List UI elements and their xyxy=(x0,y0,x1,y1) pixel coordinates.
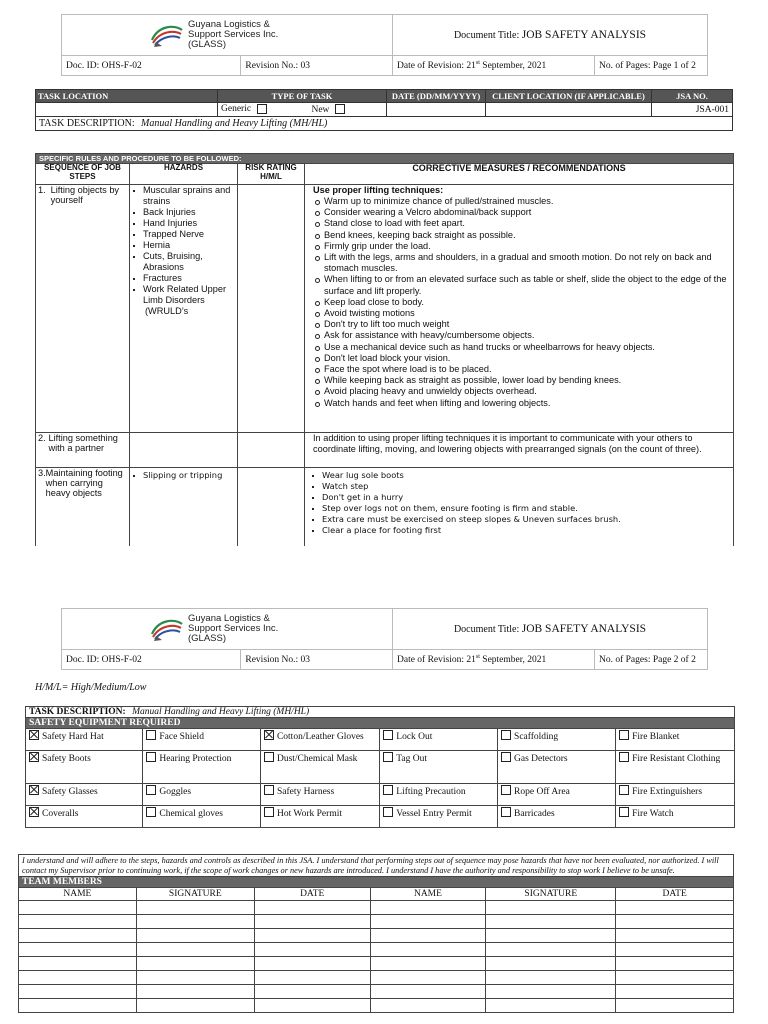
team-cell[interactable] xyxy=(19,985,137,999)
equipment-checkbox[interactable] xyxy=(29,785,39,795)
equipment-item xyxy=(498,784,616,806)
date-of-revision: Date of Revision: 21st September, 2021 xyxy=(393,56,595,76)
team-cell[interactable] xyxy=(254,957,370,971)
document-title-label: Document Title: xyxy=(453,624,520,635)
team-cell[interactable] xyxy=(136,985,254,999)
equipment-checkbox[interactable] xyxy=(29,752,39,762)
team-cell[interactable] xyxy=(370,999,486,1013)
measures-list xyxy=(307,468,731,536)
equipment-label: Rope Off Area xyxy=(514,787,570,797)
team-cell[interactable] xyxy=(136,943,254,957)
equipment-item xyxy=(616,784,735,806)
equipment-row xyxy=(26,729,735,751)
team-cell[interactable] xyxy=(486,929,616,943)
step-1-cell: 1. Lifting objects by yourself xyxy=(36,185,130,433)
glass-logo-icon xyxy=(150,22,184,48)
col-jsa-no: JSA NO. xyxy=(652,90,733,103)
equipment-grid xyxy=(26,729,735,828)
company-logo xyxy=(66,614,388,644)
team-cell[interactable] xyxy=(486,915,616,929)
team-cell[interactable] xyxy=(19,943,137,957)
team-cell[interactable] xyxy=(370,901,486,915)
revision-no: Revision No.: 03 xyxy=(241,650,393,670)
doc-id: Doc. ID: OHS-F-02 xyxy=(62,650,241,670)
col-client-location: CLIENT LOCATION (IF APPLICABLE) xyxy=(486,90,652,103)
step-3-risk[interactable] xyxy=(238,468,305,546)
equipment-label: Barricades xyxy=(514,809,555,819)
team-cell[interactable] xyxy=(136,901,254,915)
hml-legend: H/M/L= High/Medium/Low xyxy=(35,682,147,693)
col-sequence: SEQUENCE OF JOB STEPS xyxy=(36,164,130,185)
team-col-name: NAME xyxy=(19,888,137,901)
equipment-checkbox[interactable] xyxy=(383,752,393,762)
step-3-hazards xyxy=(130,468,238,546)
new-checkbox[interactable] xyxy=(335,104,345,114)
company-name-line2: Support Services Inc. xyxy=(188,29,279,40)
document-title-label: Document Title: xyxy=(453,30,520,41)
equipment-checkbox[interactable] xyxy=(383,730,393,740)
team-cell[interactable] xyxy=(486,999,616,1013)
page-count: No. of Pages: Page 2 of 2 xyxy=(595,650,708,670)
team-col-date: DATE xyxy=(616,888,734,901)
table-row xyxy=(36,433,734,468)
equipment-item xyxy=(26,729,143,751)
step-2-risk[interactable] xyxy=(238,433,305,468)
table-row xyxy=(36,185,734,433)
task-location-value[interactable] xyxy=(36,103,218,117)
equipment-label: Safety Glasses xyxy=(42,787,98,797)
equipment-item xyxy=(26,806,143,828)
team-rows xyxy=(19,901,734,1013)
measure-item: Don't let load block your vision. xyxy=(313,353,729,364)
team-cell[interactable] xyxy=(616,985,734,999)
step-3-measures xyxy=(305,468,734,546)
team-row xyxy=(19,929,734,943)
equipment-checkbox[interactable] xyxy=(501,730,511,740)
measure-item: Extra care must be exercised on steep slopes & Uneven surfaces brush. xyxy=(311,514,731,525)
equipment-checkbox[interactable] xyxy=(146,807,156,817)
team-cell[interactable] xyxy=(486,957,616,971)
task-description-label: TASK DESCRIPTION: xyxy=(29,707,126,717)
hazard-list xyxy=(132,468,235,481)
team-cell[interactable] xyxy=(370,985,486,999)
equipment-label: Fire Blanket xyxy=(632,732,680,742)
equipment-label: Fire Watch xyxy=(632,809,674,819)
equipment-label: Cotton/Leather Gloves xyxy=(276,732,364,742)
team-members-table xyxy=(18,854,734,1013)
team-cell[interactable] xyxy=(19,999,137,1013)
equipment-checkbox[interactable] xyxy=(29,807,39,817)
team-cell[interactable] xyxy=(486,971,616,985)
equipment-checkbox[interactable] xyxy=(619,752,629,762)
step-2-measures: In addition to using proper lifting techniques it is important to communicate with your others to coordinate lifting, moving, and lowering objects with prearranged signals (on the count of three). xyxy=(305,433,734,468)
col-hazards: HAZARDS xyxy=(130,164,238,185)
equipment-row xyxy=(26,806,735,828)
equipment-label: Dust/Chemical Mask xyxy=(276,754,358,764)
team-row xyxy=(19,901,734,915)
measure-item: While keeping back as straight as possible, lower load by bending knees. xyxy=(313,375,729,386)
equipment-item xyxy=(143,729,261,751)
document-title-cell xyxy=(393,15,708,56)
team-col-signature: SIGNATURE xyxy=(136,888,254,901)
team-cell[interactable] xyxy=(19,957,137,971)
table-row xyxy=(36,468,734,546)
equipment-checkbox[interactable] xyxy=(264,785,274,795)
company-name-line1: Guyana Logistics & xyxy=(188,613,270,624)
task-description-row xyxy=(36,117,733,131)
company-name-line3: (GLASS) xyxy=(188,39,227,50)
safety-equipment-band: SAFETY EQUIPMENT REQUIRED xyxy=(26,718,735,729)
equipment-label: Hearing Protection xyxy=(159,754,232,764)
specific-rules-band: SPECIFIC RULES AND PROCEDURE TO BE FOLLOWED: xyxy=(36,154,734,164)
team-cell[interactable] xyxy=(370,929,486,943)
company-logo-cell xyxy=(62,15,393,56)
team-cell[interactable] xyxy=(136,915,254,929)
team-col-date: DATE xyxy=(254,888,370,901)
hazard-item: Hand Injuries xyxy=(132,218,235,229)
team-cell[interactable] xyxy=(19,971,137,985)
col-corrective-measures: CORRECTIVE MEASURES / RECOMMENDATIONS xyxy=(305,164,734,185)
team-cell[interactable] xyxy=(370,943,486,957)
equipment-checkbox[interactable] xyxy=(501,807,511,817)
equipment-checkbox[interactable] xyxy=(619,807,629,817)
equipment-item xyxy=(498,751,616,784)
hazard-item: Cuts, Bruising, Abrasions xyxy=(132,251,235,273)
measure-item: Lift with the legs, arms and shoulders, in a gradual and smooth motion. Do not rely on back and stomach muscles. xyxy=(313,252,729,274)
team-cell[interactable] xyxy=(486,985,616,999)
hazard-item: Fractures xyxy=(132,273,235,284)
equipment-checkbox[interactable] xyxy=(619,730,629,740)
measure-item: Clear a place for footing first xyxy=(311,525,731,536)
task-description-row xyxy=(26,707,735,718)
equipment-label: Coveralls xyxy=(42,809,79,819)
equipment-item xyxy=(498,729,616,751)
equipment-label: Safety Boots xyxy=(42,754,91,764)
team-header-row xyxy=(19,888,734,901)
col-task-location: TASK LOCATION xyxy=(36,90,218,103)
measure-item: Consider wearing a Velcro abdominal/back support xyxy=(313,207,729,218)
team-row xyxy=(19,957,734,971)
new-label: New xyxy=(311,104,330,115)
team-cell[interactable] xyxy=(616,929,734,943)
measure-item: Wear lug sole boots xyxy=(311,470,731,481)
measure-item: When lifting to or from an elevated surface such as table or shelf, slide the object to the edge of the surface and lift properly. xyxy=(313,274,729,296)
measure-item: Firmly grip under the load. xyxy=(313,241,729,252)
step-2-cell: 2. Lifting something with a partner xyxy=(36,433,130,468)
equipment-checkbox[interactable] xyxy=(146,752,156,762)
date-of-revision: Date of Revision: 21st September, 2021 xyxy=(393,650,595,670)
hazard-item: Work Related Upper Limb Disorders xyxy=(132,284,235,306)
equipment-item xyxy=(260,806,379,828)
step-2-hazards xyxy=(130,433,238,468)
equipment-checkbox[interactable] xyxy=(501,752,511,762)
step-1-risk[interactable] xyxy=(238,185,305,433)
equipment-label: Scaffolding xyxy=(514,732,559,742)
company-name-line3: (GLASS) xyxy=(188,633,227,644)
equipment-checkbox[interactable] xyxy=(264,807,274,817)
equipment-item xyxy=(616,729,735,751)
equipment-item xyxy=(616,751,735,784)
team-cell[interactable] xyxy=(19,901,137,915)
team-cell[interactable] xyxy=(616,971,734,985)
team-row xyxy=(19,985,734,999)
equipment-item xyxy=(380,784,498,806)
equipment-checkbox[interactable] xyxy=(383,785,393,795)
equipment-item xyxy=(380,806,498,828)
step-1-hazards xyxy=(130,185,238,433)
measures-list xyxy=(307,196,731,409)
team-row xyxy=(19,915,734,929)
team-col-name: NAME xyxy=(370,888,486,901)
type-of-task-options xyxy=(218,103,387,117)
generic-label: Generic xyxy=(221,104,252,115)
jsa-steps-table xyxy=(35,153,734,546)
hazard-item: Back Injuries xyxy=(132,207,235,218)
measure-item: Watch hands and feet when lifting and lowering objects. xyxy=(313,398,729,409)
company-name-line2: Support Services Inc. xyxy=(188,623,279,634)
page2-header xyxy=(61,608,708,670)
equipment-label: Lifting Precaution xyxy=(396,787,466,797)
team-cell[interactable] xyxy=(136,957,254,971)
team-cell[interactable] xyxy=(136,999,254,1013)
team-col-signature: SIGNATURE xyxy=(486,888,616,901)
equipment-checkbox[interactable] xyxy=(264,730,274,740)
equipment-item xyxy=(380,729,498,751)
team-cell[interactable] xyxy=(254,999,370,1013)
measure-item: Stand close to load with feet apart. xyxy=(313,218,729,229)
equipment-item xyxy=(498,806,616,828)
company-logo-cell xyxy=(62,609,393,650)
measure-item: Ask for assistance with heavy/cumbersome objects. xyxy=(313,330,729,341)
hazard-tail: (WRULD’s xyxy=(145,306,189,316)
task-description-value: Manual Handling and Heavy Lifting (MH/HL) xyxy=(140,118,328,129)
page-count: No. of Pages: Page 1 of 2 xyxy=(595,56,708,76)
measure-item: Warm up to minimize chance of pulled/strained muscles. xyxy=(313,196,729,207)
equipment-label: Fire Extinguishers xyxy=(632,787,703,797)
col-risk-rating: RISK RATING H/M/L xyxy=(238,164,305,185)
equipment-item xyxy=(260,751,379,784)
equipment-checkbox[interactable] xyxy=(264,752,274,762)
equipment-row xyxy=(26,751,735,784)
measure-item: Keep load close to body. xyxy=(313,297,729,308)
equipment-label: Gas Detectors xyxy=(514,754,568,764)
measure-item: Use a mechanical device such as hand trucks or wheelbarrows for heavy objects. xyxy=(313,342,729,353)
col-type-of-task: TYPE OF TASK xyxy=(218,90,387,103)
equipment-label: Safety Hard Hat xyxy=(42,732,104,742)
equipment-checkbox[interactable] xyxy=(619,785,629,795)
equipment-label: Safety Harness xyxy=(276,787,335,797)
safety-equipment-table xyxy=(25,706,735,828)
step-3-cell: 3. Maintaining footing when carrying heavy objects xyxy=(36,468,130,546)
equipment-label: Tag Out xyxy=(396,754,428,764)
task-location-table xyxy=(35,89,733,131)
equipment-checkbox[interactable] xyxy=(146,730,156,740)
measure-item: Avoid twisting motions xyxy=(313,308,729,319)
hazard-item: Hernia xyxy=(132,240,235,251)
col-date: DATE (DD/MM/YYYY) xyxy=(387,90,486,103)
hazard-item: Trapped Nerve xyxy=(132,229,235,240)
date-value[interactable] xyxy=(387,103,486,117)
equipment-checkbox[interactable] xyxy=(29,730,39,740)
equipment-checkbox[interactable] xyxy=(501,785,511,795)
equipment-checkbox[interactable] xyxy=(383,807,393,817)
team-cell[interactable] xyxy=(254,971,370,985)
equipment-item xyxy=(26,784,143,806)
equipment-checkbox[interactable] xyxy=(146,785,156,795)
team-cell[interactable] xyxy=(254,929,370,943)
team-cell[interactable] xyxy=(136,971,254,985)
measure-item: Don't get in a hurry xyxy=(311,492,731,503)
task-description-value: Manual Handling and Heavy Lifting (MH/HL) xyxy=(132,707,310,717)
company-logo xyxy=(66,20,388,50)
team-cell[interactable] xyxy=(254,915,370,929)
equipment-item xyxy=(26,751,143,784)
step-1-measures xyxy=(305,185,734,433)
step-1-text: Lifting objects by yourself xyxy=(50,185,120,205)
equipment-item xyxy=(260,784,379,806)
team-row xyxy=(19,999,734,1013)
equipment-row xyxy=(26,784,735,806)
team-cell[interactable] xyxy=(19,915,137,929)
acknowledgement-statement: I understand and will adhere to the steps, hazards and controls as described in this JSA. I understand that performing steps out of sequence may pose hazards that have not been evaluated, nor authorized. I will contact my Supervisor prior to continuing work, if the scope of work changes or new hazards are introduced. I understand I have the authority and responsibility to stop work I believe to be unsafe. xyxy=(19,855,734,877)
revision-no: Revision No.: 03 xyxy=(241,56,393,76)
document-title-cell xyxy=(393,609,708,650)
doc-id: Doc. ID: OHS-F-02 xyxy=(62,56,241,76)
hazard-item: Muscular sprains and strains xyxy=(132,185,235,207)
measure-item: Watch step xyxy=(311,481,731,492)
measure-item: Don't try to lift too much weight xyxy=(313,319,729,330)
task-description-label: TASK DESCRIPTION: xyxy=(39,118,135,129)
equipment-item xyxy=(143,751,261,784)
glass-logo-icon xyxy=(150,616,184,642)
equipment-item xyxy=(143,784,261,806)
equipment-item xyxy=(616,806,735,828)
team-row xyxy=(19,943,734,957)
measure-item: Bend knees, keeping back straight as possible. xyxy=(313,230,729,241)
team-cell[interactable] xyxy=(136,929,254,943)
equipment-label: Vessel Entry Permit xyxy=(396,809,472,819)
team-cell[interactable] xyxy=(616,957,734,971)
equipment-item xyxy=(380,751,498,784)
hazard-item: Slipping or tripping xyxy=(132,470,235,481)
step-2-text: Lifting something with a partner xyxy=(48,433,118,453)
measure-item: Step over logs not on them, ensure footing is firm and stable. xyxy=(311,503,731,514)
measures-title: Use proper lifting techniques: xyxy=(313,185,444,195)
team-cell[interactable] xyxy=(486,901,616,915)
team-cell[interactable] xyxy=(19,929,137,943)
team-cell[interactable] xyxy=(254,901,370,915)
equipment-item xyxy=(143,806,261,828)
equipment-label: Chemical gloves xyxy=(159,809,223,819)
team-cell[interactable] xyxy=(254,985,370,999)
team-cell[interactable] xyxy=(616,943,734,957)
jsa-no-value: JSA-001 xyxy=(652,103,733,117)
document-title: JOB SAFETY ANALYSIS xyxy=(521,29,647,41)
step-3-text: Maintaining footing when carrying heavy objects xyxy=(45,468,123,498)
equipment-label: Lock Out xyxy=(396,732,433,742)
team-cell[interactable] xyxy=(370,957,486,971)
equipment-label: Face Shield xyxy=(159,732,204,742)
page1-header xyxy=(61,14,708,76)
team-cell[interactable] xyxy=(254,943,370,957)
equipment-item xyxy=(260,729,379,751)
equipment-label: Hot Work Permit xyxy=(276,809,342,819)
document-title: JOB SAFETY ANALYSIS xyxy=(521,623,647,635)
client-location-value[interactable] xyxy=(486,103,652,117)
measure-item: Avoid placing heavy and unwieldy objects overhead. xyxy=(313,386,729,397)
team-cell[interactable] xyxy=(616,999,734,1013)
team-cell[interactable] xyxy=(616,901,734,915)
team-cell[interactable] xyxy=(616,915,734,929)
team-cell[interactable] xyxy=(370,971,486,985)
team-row xyxy=(19,971,734,985)
equipment-label: Goggles xyxy=(159,787,192,797)
team-members-band: TEAM MEMBERS xyxy=(19,877,734,888)
team-cell[interactable] xyxy=(486,943,616,957)
measure-item: Face the spot where load is to be placed. xyxy=(313,364,729,375)
generic-checkbox[interactable] xyxy=(257,104,267,114)
equipment-label: Fire Resistant Clothing xyxy=(632,754,721,764)
hazard-list xyxy=(132,185,235,306)
team-cell[interactable] xyxy=(370,915,486,929)
company-name-line1: Guyana Logistics & xyxy=(188,19,270,30)
